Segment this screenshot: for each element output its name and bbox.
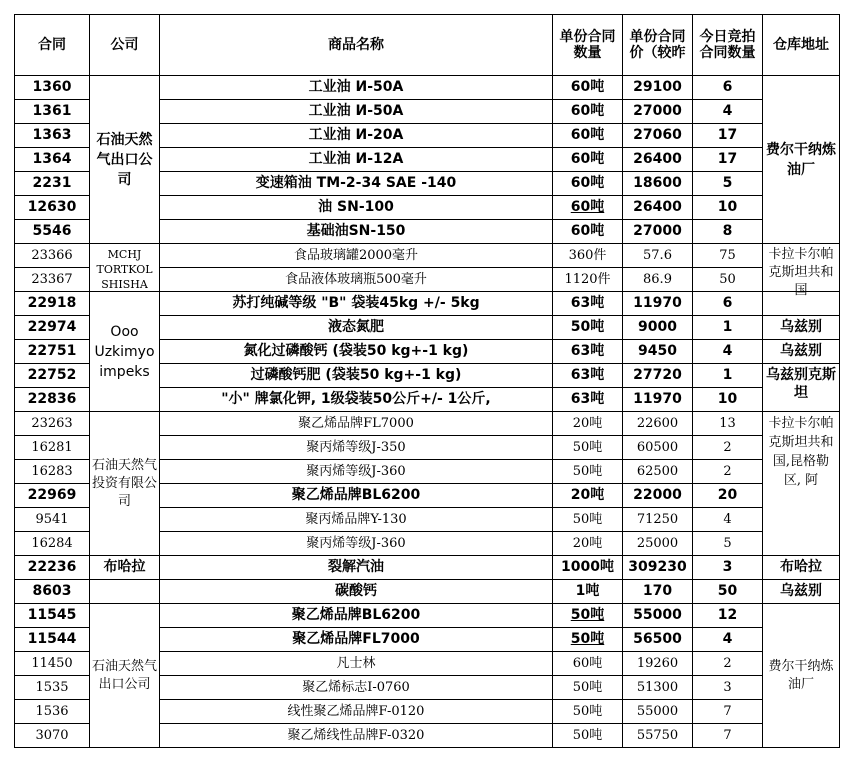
price-cell: 19260 [623, 652, 693, 676]
price-cell: 56500 [623, 628, 693, 652]
company-cell: Ooo Uzkimyo impeks [90, 292, 160, 412]
price-cell: 22600 [623, 412, 693, 436]
price-cell: 55750 [623, 724, 693, 748]
product-cell: 聚乙烯品牌FL7000 [160, 412, 553, 436]
contract-cell: 5546 [15, 220, 90, 244]
product-cell: 油 SN-100 [160, 196, 553, 220]
price-cell: 170 [623, 580, 693, 604]
warehouse-cell: 费尔干纳炼油厂 [763, 76, 840, 244]
product-cell: 聚丙烯等级J-360 [160, 532, 553, 556]
contract-cell: 1363 [15, 124, 90, 148]
count-cell: 75 [693, 244, 763, 268]
price-cell: 18600 [623, 172, 693, 196]
price-cell: 62500 [623, 460, 693, 484]
contract-cell: 1361 [15, 100, 90, 124]
product-cell: 工业油 И-12A [160, 148, 553, 172]
contract-cell: 11545 [15, 604, 90, 628]
contract-cell: 23263 [15, 412, 90, 436]
count-cell: 12 [693, 604, 763, 628]
product-cell: 裂解汽油 [160, 556, 553, 580]
product-cell: "小" 牌氯化钾, 1级袋装50公斤+/- 1公斤, [160, 388, 553, 412]
unit-qty-cell: 20吨 [553, 532, 623, 556]
price-cell: 27000 [623, 220, 693, 244]
unit-qty-cell: 60吨 [553, 76, 623, 100]
warehouse-cell: 布哈拉 [763, 556, 840, 580]
header-contract: 合同 [15, 15, 90, 76]
unit-qty-cell: 60吨 [553, 652, 623, 676]
count-cell: 2 [693, 436, 763, 460]
price-cell: 25000 [623, 532, 693, 556]
product-cell: 聚乙烯标志I-0760 [160, 676, 553, 700]
contract-cell: 9541 [15, 508, 90, 532]
unit-qty-cell: 20吨 [553, 484, 623, 508]
contract-cell: 11544 [15, 628, 90, 652]
product-cell: 过磷酸钙肥 (袋装50 kg+-1 kg) [160, 364, 553, 388]
count-cell: 3 [693, 676, 763, 700]
product-cell: 凡士林 [160, 652, 553, 676]
price-cell: 27720 [623, 364, 693, 388]
count-cell: 10 [693, 388, 763, 412]
product-cell: 聚乙烯品牌BL6200 [160, 604, 553, 628]
company-cell-empty [90, 580, 160, 604]
count-cell: 6 [693, 76, 763, 100]
table-row [15, 292, 840, 316]
price-cell: 60500 [623, 436, 693, 460]
contract-cell: 22974 [15, 316, 90, 340]
unit-qty-cell: 50吨 [553, 724, 623, 748]
count-cell: 1 [693, 364, 763, 388]
warehouse-text: 卡拉卡尔帕克斯坦共和国,昆格勒区, 阿 [768, 416, 834, 488]
table-row [15, 76, 840, 100]
auction-table [14, 14, 840, 748]
warehouse-cell: 乌兹别 [763, 340, 840, 364]
company-cell: 石油天然气投资有限公司 [90, 412, 160, 556]
price-cell: 9450 [623, 340, 693, 364]
table-row [15, 244, 840, 268]
contract-cell: 22752 [15, 364, 90, 388]
unit-qty-cell: 360件 [553, 244, 623, 268]
price-cell: 57.6 [623, 244, 693, 268]
warehouse-cell [763, 244, 840, 298]
count-cell: 4 [693, 100, 763, 124]
contract-cell: 12630 [15, 196, 90, 220]
contract-cell: 22918 [15, 292, 90, 316]
product-cell: 基础油SN-150 [160, 220, 553, 244]
unit-qty-cell: 60吨 [553, 148, 623, 172]
contract-cell: 23366 [15, 244, 90, 268]
company-cell [90, 244, 160, 292]
contract-cell: 16284 [15, 532, 90, 556]
count-cell: 5 [693, 532, 763, 556]
unit-qty-cell [553, 196, 623, 220]
unit-qty-cell: 60吨 [553, 100, 623, 124]
header-product: 商品名称 [160, 15, 553, 76]
contract-cell: 23367 [15, 268, 90, 292]
contract-cell: 1536 [15, 700, 90, 724]
unit-qty-cell: 50吨 [553, 316, 623, 340]
unit-qty-text: 60吨 [570, 199, 605, 215]
product-cell: 食品液体玻璃瓶500毫升 [160, 268, 553, 292]
price-cell: 55000 [623, 700, 693, 724]
unit-qty-text: 50吨 [570, 607, 605, 623]
warehouse-text: 乌兹别克斯坦 [766, 367, 836, 401]
count-cell: 4 [693, 340, 763, 364]
count-cell: 50 [693, 268, 763, 292]
price-cell: 51300 [623, 676, 693, 700]
count-cell: 10 [693, 196, 763, 220]
contract-cell: 2231 [15, 172, 90, 196]
product-cell: 聚乙烯品牌BL6200 [160, 484, 553, 508]
count-cell: 6 [693, 292, 763, 316]
count-cell: 3 [693, 556, 763, 580]
unit-qty-cell [553, 628, 623, 652]
price-cell: 9000 [623, 316, 693, 340]
unit-qty-cell: 63吨 [553, 292, 623, 316]
count-cell: 2 [693, 652, 763, 676]
product-cell: 聚乙烯线性品牌F-0320 [160, 724, 553, 748]
unit-qty-cell: 60吨 [553, 124, 623, 148]
count-cell: 1 [693, 316, 763, 340]
unit-qty-cell: 1120件 [553, 268, 623, 292]
price-cell: 22000 [623, 484, 693, 508]
contract-cell: 16283 [15, 460, 90, 484]
warehouse-text: 卡拉卡尔帕克斯坦共和国 [768, 247, 834, 298]
product-cell: 工业油 И-20A [160, 124, 553, 148]
contract-cell: 3070 [15, 724, 90, 748]
warehouse-cell: 费尔干纳炼油厂 [763, 604, 840, 748]
count-cell: 20 [693, 484, 763, 508]
header-row [15, 15, 840, 76]
company-cell: 石油天然气出口公司 [90, 76, 160, 244]
price-cell: 27060 [623, 124, 693, 148]
product-cell: 线性聚乙烯品牌F-0120 [160, 700, 553, 724]
price-cell: 29100 [623, 76, 693, 100]
unit-qty-cell: 60吨 [553, 220, 623, 244]
product-cell: 氮化过磷酸钙 (袋装50 kg+-1 kg) [160, 340, 553, 364]
count-cell: 17 [693, 124, 763, 148]
unit-qty-cell: 50吨 [553, 436, 623, 460]
warehouse-cell: 乌兹别 [763, 316, 840, 340]
count-cell: 8 [693, 220, 763, 244]
table-row [15, 580, 840, 604]
table-row [15, 412, 840, 436]
contract-cell: 22836 [15, 388, 90, 412]
unit-qty-cell: 1吨 [553, 580, 623, 604]
price-cell: 27000 [623, 100, 693, 124]
table-row [15, 604, 840, 628]
contract-cell: 22236 [15, 556, 90, 580]
count-cell: 7 [693, 724, 763, 748]
table-row [15, 556, 840, 580]
contract-cell: 1360 [15, 76, 90, 100]
unit-qty-cell: 60吨 [553, 172, 623, 196]
product-cell: 碳酸钙 [160, 580, 553, 604]
company-cell: 石油天然气出口公司 [90, 604, 160, 748]
unit-qty-cell: 20吨 [553, 412, 623, 436]
price-cell: 71250 [623, 508, 693, 532]
count-cell: 50 [693, 580, 763, 604]
header-price: 单份合同价（较昨 [623, 15, 693, 76]
product-cell: 聚丙烯品牌Y-130 [160, 508, 553, 532]
unit-qty-cell: 50吨 [553, 700, 623, 724]
warehouse-cell [763, 364, 840, 412]
product-cell: 变速箱油 TM-2-34 SAE -140 [160, 172, 553, 196]
contract-cell: 8603 [15, 580, 90, 604]
price-cell: 309230 [623, 556, 693, 580]
product-cell: 聚乙烯品牌FL7000 [160, 628, 553, 652]
price-cell: 11970 [623, 388, 693, 412]
count-cell: 17 [693, 148, 763, 172]
count-cell: 13 [693, 412, 763, 436]
header-unit-qty: 单份合同数量 [553, 15, 623, 76]
contract-cell: 22751 [15, 340, 90, 364]
price-cell: 86.9 [623, 268, 693, 292]
unit-qty-cell: 50吨 [553, 676, 623, 700]
product-cell: 苏打纯碱等级 "B" 袋装45kg +/- 5kg [160, 292, 553, 316]
product-cell: 工业油 И-50A [160, 76, 553, 100]
product-cell: 工业油 И-50A [160, 100, 553, 124]
product-cell: 聚丙烯等级J-360 [160, 460, 553, 484]
company-cell: 布哈拉 [90, 556, 160, 580]
unit-qty-text: 50吨 [570, 631, 605, 647]
header-count: 今日竞拍合同数量 [693, 15, 763, 76]
unit-qty-cell: 1000吨 [553, 556, 623, 580]
company-text: MCHJ TORTKOL SHISHA [96, 248, 153, 291]
unit-qty-cell: 63吨 [553, 340, 623, 364]
product-cell: 食品玻璃罐2000毫升 [160, 244, 553, 268]
unit-qty-cell [553, 604, 623, 628]
contract-cell: 22969 [15, 484, 90, 508]
count-cell: 4 [693, 628, 763, 652]
unit-qty-cell: 63吨 [553, 364, 623, 388]
price-cell: 55000 [623, 604, 693, 628]
product-cell: 聚丙烯等级J-350 [160, 436, 553, 460]
count-cell: 4 [693, 508, 763, 532]
warehouse-cell: 乌兹别 [763, 580, 840, 604]
price-cell: 26400 [623, 148, 693, 172]
unit-qty-cell: 50吨 [553, 508, 623, 532]
unit-qty-cell: 50吨 [553, 460, 623, 484]
warehouse-cell [763, 412, 840, 556]
header-company: 公司 [90, 15, 160, 76]
price-cell: 11970 [623, 292, 693, 316]
contract-cell: 1364 [15, 148, 90, 172]
contract-cell: 16281 [15, 436, 90, 460]
count-cell: 5 [693, 172, 763, 196]
price-cell: 26400 [623, 196, 693, 220]
contract-cell: 1535 [15, 676, 90, 700]
header-warehouse: 仓库地址 [763, 15, 840, 76]
count-cell: 7 [693, 700, 763, 724]
product-cell: 液态氮肥 [160, 316, 553, 340]
contract-cell: 11450 [15, 652, 90, 676]
unit-qty-cell: 63吨 [553, 388, 623, 412]
count-cell: 2 [693, 460, 763, 484]
